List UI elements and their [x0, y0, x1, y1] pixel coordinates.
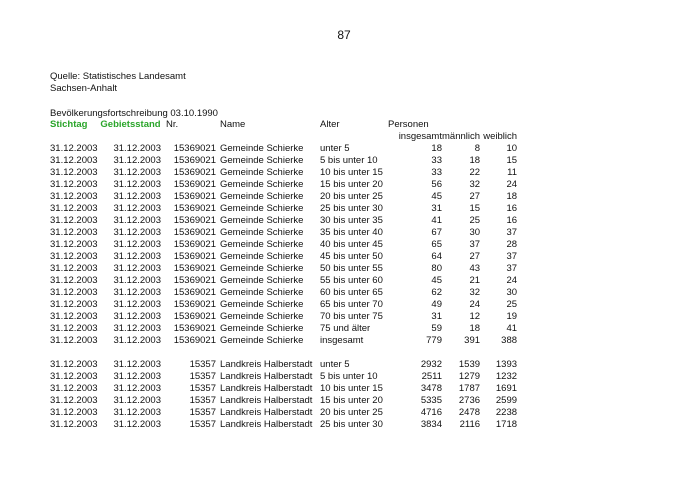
cell-nr: 15369021 [173, 335, 216, 346]
cell-gebietsstand: 31.12.2003 [113, 263, 161, 274]
cell-maennlich: 1787 [458, 383, 481, 394]
cell-name: Landkreis Halberstadt [220, 359, 313, 370]
cell-gebietsstand: 31.12.2003 [113, 299, 161, 310]
cell-insgesamt: 56 [431, 179, 442, 190]
cell-stichtag: 31.12.2003 [50, 383, 98, 394]
cell-stichtag: 31.12.2003 [50, 359, 98, 370]
cell-alter: 60 bis unter 65 [320, 287, 383, 298]
cell-maennlich: 391 [464, 335, 481, 346]
cell-maennlich: 37 [469, 239, 481, 250]
cell-name: Gemeinde Schierke [220, 251, 304, 262]
cell-name: Gemeinde Schierke [220, 239, 304, 250]
table-row [50, 155, 517, 167]
cell-alter: 25 bis unter 30 [320, 419, 383, 430]
cell-name: Gemeinde Schierke [220, 215, 304, 226]
table-row [50, 371, 517, 383]
cell-alter: 55 bis unter 60 [320, 275, 383, 286]
header-stichtag: Stichtag [50, 119, 88, 130]
table-row [50, 215, 517, 227]
cell-insgesamt: 3834 [420, 419, 442, 430]
cell-weiblich: 37 [506, 227, 518, 238]
cell-name: Landkreis Halberstadt [220, 395, 313, 406]
cell-nr: 15369021 [173, 215, 216, 226]
cell-insgesamt: 62 [431, 287, 442, 298]
cell-alter: 15 bis unter 20 [320, 395, 383, 406]
cell-weiblich: 16 [506, 203, 518, 214]
cell-stichtag: 31.12.2003 [50, 275, 98, 286]
cell-weiblich: 25 [506, 299, 518, 310]
cell-name: Gemeinde Schierke [220, 191, 304, 202]
table-row [50, 275, 517, 287]
cell-name: Gemeinde Schierke [220, 311, 304, 322]
cell-stichtag: 31.12.2003 [50, 323, 98, 334]
cell-name: Gemeinde Schierke [220, 167, 304, 178]
cell-gebietsstand: 31.12.2003 [113, 239, 161, 250]
table-row [50, 359, 517, 371]
cell-gebietsstand: 31.12.2003 [113, 191, 161, 202]
cell-maennlich: 15 [469, 203, 481, 214]
region-line: Sachsen-Anhalt [50, 83, 118, 94]
cell-stichtag: 31.12.2003 [50, 143, 98, 154]
cell-maennlich: 18 [469, 323, 481, 334]
cell-gebietsstand: 31.12.2003 [113, 215, 161, 226]
cell-insgesamt: 80 [431, 263, 442, 274]
cell-name: Landkreis Halberstadt [220, 383, 313, 394]
cell-gebietsstand: 31.12.2003 [113, 203, 161, 214]
cell-stichtag: 31.12.2003 [50, 203, 98, 214]
cell-weiblich: 15 [506, 155, 518, 166]
cell-stichtag: 31.12.2003 [50, 371, 98, 382]
cell-stichtag: 31.12.2003 [50, 419, 98, 430]
cell-maennlich: 2478 [458, 407, 481, 418]
cell-insgesamt: 59 [431, 323, 442, 334]
cell-weiblich: 388 [501, 335, 518, 346]
cell-maennlich: 24 [469, 299, 481, 310]
table-row [50, 419, 517, 431]
cell-gebietsstand: 31.12.2003 [113, 155, 161, 166]
cell-maennlich: 1279 [458, 371, 481, 382]
cell-insgesamt: 67 [431, 227, 442, 238]
table-row [50, 179, 517, 191]
cell-insgesamt: 33 [431, 167, 442, 178]
table-row [50, 167, 517, 179]
cell-insgesamt: 65 [431, 239, 442, 250]
cell-alter: unter 5 [320, 143, 350, 154]
cell-name: Landkreis Halberstadt [220, 371, 313, 382]
header-maennlich: männlich [442, 131, 481, 142]
cell-nr: 15357 [189, 419, 216, 430]
cell-weiblich: 37 [506, 263, 518, 274]
cell-insgesamt: 2511 [421, 371, 442, 382]
cell-alter: 5 bis unter 10 [320, 371, 378, 382]
cell-name: Gemeinde Schierke [220, 275, 304, 286]
cell-name: Gemeinde Schierke [220, 335, 304, 346]
cell-insgesamt: 49 [431, 299, 442, 310]
cell-nr: 15369021 [173, 191, 216, 202]
table-row [50, 383, 517, 395]
cell-alter: insgesamt [320, 335, 364, 346]
table-row [50, 227, 517, 239]
cell-stichtag: 31.12.2003 [50, 335, 98, 346]
cell-nr: 15369021 [173, 239, 216, 250]
cell-insgesamt: 18 [431, 143, 442, 154]
cell-alter: 75 und älter [320, 323, 371, 334]
cell-gebietsstand: 31.12.2003 [113, 227, 161, 238]
cell-nr: 15369021 [173, 179, 216, 190]
cell-stichtag: 31.12.2003 [50, 263, 98, 274]
cell-insgesamt: 41 [431, 215, 442, 226]
cell-weiblich: 28 [506, 239, 518, 250]
cell-nr: 15369021 [173, 251, 216, 262]
cell-nr: 15369021 [173, 263, 216, 274]
cell-maennlich: 8 [474, 143, 481, 154]
cell-gebietsstand: 31.12.2003 [113, 287, 161, 298]
cell-alter: 45 bis unter 50 [320, 251, 383, 262]
cell-name: Gemeinde Schierke [220, 203, 304, 214]
cell-gebietsstand: 31.12.2003 [113, 251, 161, 262]
cell-gebietsstand: 31.12.2003 [113, 419, 161, 430]
cell-name: Landkreis Halberstadt [220, 419, 313, 430]
cell-alter: 20 bis unter 25 [320, 407, 383, 418]
cell-insgesamt: 4716 [420, 407, 442, 418]
cell-gebietsstand: 31.12.2003 [113, 395, 161, 406]
cell-name: Gemeinde Schierke [220, 323, 304, 334]
cell-maennlich: 25 [469, 215, 481, 226]
cell-stichtag: 31.12.2003 [50, 395, 98, 406]
cell-maennlich: 30 [469, 227, 481, 238]
cell-maennlich: 32 [469, 287, 481, 298]
cell-weiblich: 24 [506, 179, 518, 190]
page-number: 87 [337, 28, 351, 42]
cell-maennlich: 27 [469, 251, 481, 262]
source-line: Quelle: Statistisches Landesamt [50, 71, 186, 82]
cell-alter: 35 bis unter 40 [320, 227, 383, 238]
cell-stichtag: 31.12.2003 [50, 239, 98, 250]
cell-gebietsstand: 31.12.2003 [113, 359, 161, 370]
cell-name: Gemeinde Schierke [220, 299, 304, 310]
subheader-row [50, 131, 517, 143]
cell-nr: 15369021 [173, 167, 216, 178]
header-nr: Nr. [166, 119, 179, 130]
cell-insgesamt: 33 [431, 155, 442, 166]
cell-weiblich: 1691 [495, 383, 518, 394]
cell-insgesamt: 779 [426, 335, 442, 346]
cell-nr: 15369021 [173, 155, 216, 166]
cell-nr: 15357 [189, 359, 216, 370]
cell-stichtag: 31.12.2003 [50, 227, 98, 238]
cell-name: Gemeinde Schierke [220, 263, 304, 274]
table-row [50, 239, 517, 251]
cell-stichtag: 31.12.2003 [50, 155, 98, 166]
cell-stichtag: 31.12.2003 [50, 311, 98, 322]
cell-stichtag: 31.12.2003 [50, 407, 98, 418]
cell-nr: 15369021 [173, 311, 216, 322]
cell-gebietsstand: 31.12.2003 [113, 371, 161, 382]
cell-maennlich: 43 [469, 263, 481, 274]
cell-name: Gemeinde Schierke [220, 227, 304, 238]
cell-alter: 25 bis unter 30 [320, 203, 383, 214]
cell-gebietsstand: 31.12.2003 [113, 179, 161, 190]
cell-weiblich: 2238 [495, 407, 518, 418]
cell-weiblich: 2599 [495, 395, 518, 406]
table-row [50, 323, 517, 335]
cell-nr: 15357 [189, 371, 216, 382]
header-alter: Alter [320, 119, 340, 130]
cell-weiblich: 24 [506, 275, 518, 286]
cell-nr: 15357 [189, 407, 216, 418]
header-name: Name [220, 119, 246, 130]
table-row [50, 203, 517, 215]
cell-stichtag: 31.12.2003 [50, 251, 98, 262]
cell-maennlich: 32 [469, 179, 481, 190]
table-row [50, 311, 517, 323]
cell-weiblich: 19 [506, 311, 518, 322]
cell-weiblich: 30 [506, 287, 518, 298]
header-insgesamt: insgesamt [398, 131, 442, 142]
cell-insgesamt: 45 [431, 191, 442, 202]
cell-weiblich: 18 [506, 191, 518, 202]
cell-name: Landkreis Halberstadt [220, 407, 313, 418]
header-weiblich: weiblich [483, 131, 518, 142]
cell-maennlich: 2736 [458, 395, 481, 406]
cell-maennlich: 1539 [458, 359, 481, 370]
cell-stichtag: 31.12.2003 [50, 191, 98, 202]
cell-weiblich: 1232 [495, 371, 518, 382]
cell-stichtag: 31.12.2003 [50, 215, 98, 226]
table-row [50, 287, 517, 299]
cell-weiblich: 41 [506, 323, 518, 334]
cell-insgesamt: 45 [431, 275, 442, 286]
cell-nr: 15357 [189, 383, 216, 394]
cell-insgesamt: 2932 [420, 359, 442, 370]
cell-alter: 70 bis unter 75 [320, 311, 383, 322]
table-row [50, 395, 517, 407]
cell-gebietsstand: 31.12.2003 [113, 167, 161, 178]
table-row [50, 335, 517, 347]
cell-nr: 15369021 [173, 203, 216, 214]
cell-nr: 15369021 [173, 275, 216, 286]
cell-maennlich: 22 [469, 167, 481, 178]
cell-nr: 15369021 [173, 287, 216, 298]
cell-weiblich: 1393 [495, 359, 518, 370]
cell-weiblich: 1718 [495, 419, 518, 430]
table-row [50, 251, 517, 263]
cell-alter: 15 bis unter 20 [320, 179, 383, 190]
header-personen: Personen [388, 119, 429, 130]
cell-alter: 40 bis unter 45 [320, 239, 383, 250]
cell-alter: 20 bis unter 25 [320, 191, 383, 202]
cell-weiblich: 37 [506, 251, 518, 262]
header-row [50, 119, 517, 131]
cell-insgesamt: 3478 [420, 383, 442, 394]
header-gebietsstand: Gebietsstand [100, 119, 161, 130]
cell-gebietsstand: 31.12.2003 [113, 275, 161, 286]
cell-stichtag: 31.12.2003 [50, 167, 98, 178]
cell-weiblich: 10 [506, 143, 518, 154]
cell-maennlich: 2116 [459, 419, 481, 430]
cell-name: Gemeinde Schierke [220, 155, 304, 166]
cell-gebietsstand: 31.12.2003 [113, 323, 161, 334]
cell-name: Gemeinde Schierke [220, 179, 304, 190]
cell-weiblich: 16 [506, 215, 518, 226]
cell-maennlich: 27 [469, 191, 481, 202]
table-title: Bevölkerungsfortschreibung 03.10.1990 [50, 108, 218, 119]
cell-maennlich: 21 [469, 275, 481, 286]
cell-insgesamt: 5335 [420, 395, 442, 406]
cell-stichtag: 31.12.2003 [50, 179, 98, 190]
cell-insgesamt: 64 [431, 251, 442, 262]
cell-alter: 65 bis unter 70 [320, 299, 383, 310]
cell-nr: 15369021 [173, 227, 216, 238]
cell-gebietsstand: 31.12.2003 [113, 335, 161, 346]
cell-name: Gemeinde Schierke [220, 287, 304, 298]
table-row [50, 191, 517, 203]
cell-maennlich: 18 [469, 155, 481, 166]
cell-nr: 15357 [189, 395, 216, 406]
cell-alter: 10 bis unter 15 [320, 383, 383, 394]
cell-alter: 10 bis unter 15 [320, 167, 383, 178]
table-row [50, 407, 517, 419]
cell-insgesamt: 31 [431, 203, 442, 214]
cell-nr: 15369021 [173, 323, 216, 334]
cell-stichtag: 31.12.2003 [50, 287, 98, 298]
group-spacer [50, 347, 517, 359]
cell-gebietsstand: 31.12.2003 [113, 311, 161, 322]
population-table [50, 119, 517, 431]
cell-gebietsstand: 31.12.2003 [113, 383, 161, 394]
cell-alter: unter 5 [320, 359, 350, 370]
table-row [50, 299, 517, 311]
cell-weiblich: 11 [507, 167, 518, 178]
table-row [50, 143, 517, 155]
cell-alter: 30 bis unter 35 [320, 215, 383, 226]
table-row [50, 263, 517, 275]
cell-stichtag: 31.12.2003 [50, 299, 98, 310]
cell-nr: 15369021 [173, 299, 216, 310]
cell-gebietsstand: 31.12.2003 [113, 143, 161, 154]
cell-maennlich: 12 [469, 311, 481, 322]
cell-name: Gemeinde Schierke [220, 143, 304, 154]
cell-alter: 5 bis unter 10 [320, 155, 378, 166]
cell-insgesamt: 31 [431, 311, 442, 322]
cell-nr: 15369021 [173, 143, 216, 154]
cell-gebietsstand: 31.12.2003 [113, 407, 161, 418]
cell-alter: 50 bis unter 55 [320, 263, 383, 274]
